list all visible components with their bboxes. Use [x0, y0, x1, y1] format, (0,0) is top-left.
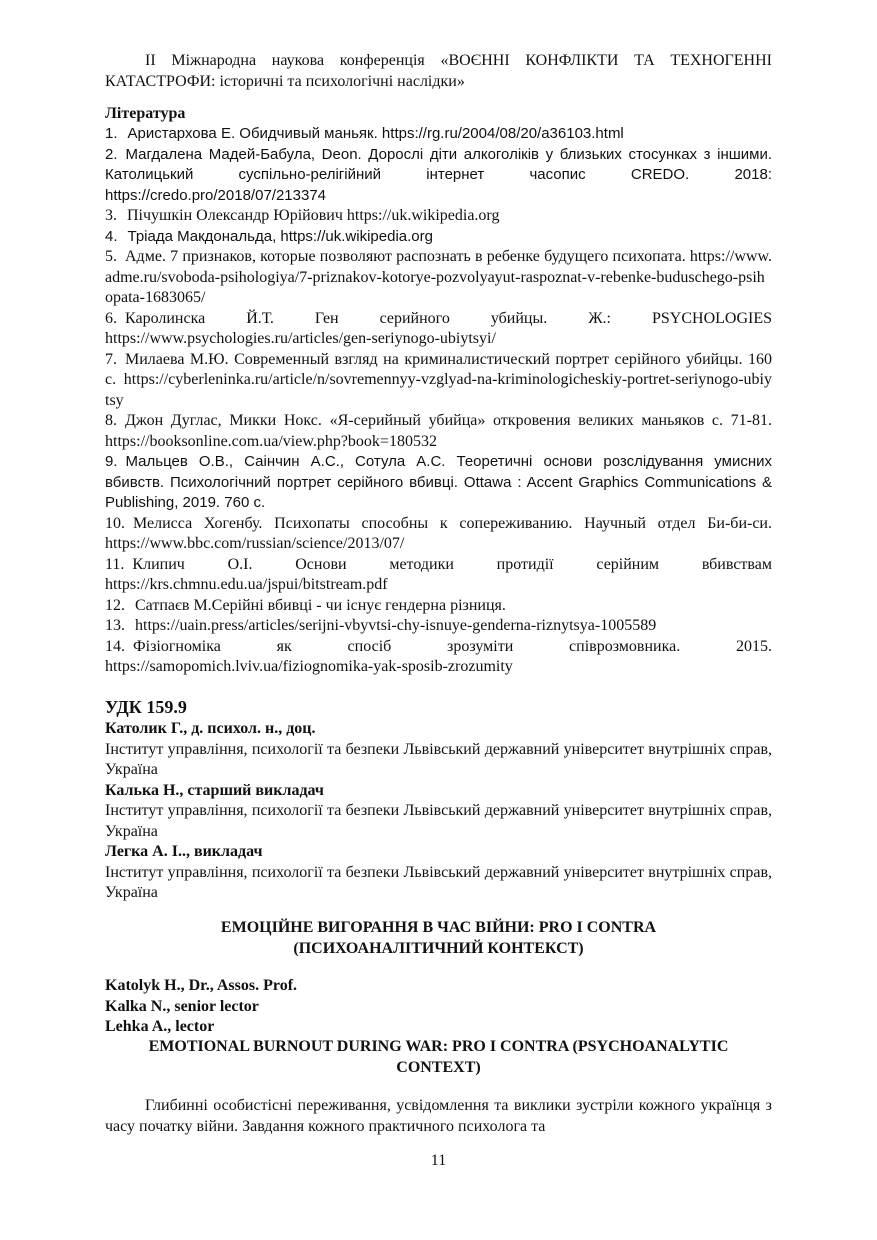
- reference-number: 8.: [105, 412, 117, 429]
- reference-text: Джон Дуглас, Микки Нокс. «Я-серийный убийца» откровения великих маньяков с. 71-81. https://booksonline.com.ua/view.php?book=180532: [105, 412, 772, 450]
- reference-item: [105, 514, 772, 555]
- reference-number: 13.: [105, 617, 125, 634]
- reference-item: [105, 452, 772, 514]
- reference-item: [105, 637, 772, 678]
- conference-header: ІІ Міжнародна наукова конференція «ВОЄННІ КОНФЛІКТИ ТА ТЕХНОГЕННІ КАТАСТРОФИ: історичні та психологічні наслідки»: [105, 52, 772, 90]
- reference-number: 1.: [105, 125, 118, 142]
- reference-number: 2.: [105, 145, 118, 163]
- reference-text: Пічушкін Олександр Юрійович https://uk.wikipedia.org: [127, 207, 500, 224]
- body-paragraph: Глибинні особистісні переживання, усвідомлення та виклики зустріли кожного українця з часу початку війни. Завдання кожного практичного психолога та: [105, 1097, 772, 1135]
- reference-number: 11.: [105, 555, 125, 573]
- author-name-en: Katolyk H., Dr., Assos. Prof.: [105, 977, 298, 994]
- reference-text: Милаева М.Ю. Современный взгляд на криминалистический портрет серійного убийцы. 160 с. https://cyberleninka.ru/article/n/sovremennyy-vzglyad-na-kriminologicheskiy-portret-seriynogo-ubiytsy: [105, 350, 772, 409]
- reference-item: [105, 616, 772, 637]
- reference-item: [105, 309, 772, 350]
- reference-number: 6.: [105, 309, 117, 327]
- author-name: Легка А. І.., викладач: [105, 843, 263, 860]
- reference-text: Сатпаєв М.Серійні вбивці - чи існує гендерна різниця.: [135, 596, 506, 614]
- reference-number: 14.: [105, 637, 125, 655]
- reference-text: Клипич О.І. Основи методики протидії серійним вбивствам https://krs.chmnu.edu.ua/jspui/bitstream.pdf: [105, 555, 772, 593]
- reference-item: [105, 124, 772, 145]
- udk-code: УДК 159.9: [105, 697, 187, 717]
- reference-item: [105, 206, 772, 227]
- reference-item: [105, 227, 772, 248]
- author-block-en: [105, 976, 772, 1038]
- reference-number: 10.: [105, 514, 125, 532]
- reference-text: Адме. 7 признаков, которые позволяют распознать в ребенке будущего психопата. https://www.adme.ru/svoboda-psihologiya/7-priznakov-kotorye-pozvolyayut-raspoznat-v-rebenke-buduschego-psihopata-1683065/: [105, 248, 772, 306]
- article-title-en-line: EMOTIONAL BURNOUT DURING WAR: PRO I CONTRA (PSYCHOANALYTIC: [148, 1038, 729, 1055]
- article-title-en-line: CONTEXT): [396, 1058, 481, 1076]
- reference-item: [105, 247, 772, 309]
- reference-item: [105, 411, 772, 452]
- reference-item: [105, 596, 772, 617]
- article-title-ua-line: (ПСИХОАНАЛІТИЧНИЙ КОНТЕКСТ): [293, 939, 584, 957]
- reference-number: 12.: [105, 596, 125, 614]
- reference-text: Аристархова Е. Обидчивый маньяк. https://rg.ru/2004/08/20/a36103.html: [127, 125, 624, 142]
- reference-number: 9.: [105, 453, 118, 470]
- article-title-ua-line: ЕМОЦІЙНЕ ВИГОРАННЯ В ЧАС ВІЙНИ: PRO I CONTRA: [220, 919, 657, 936]
- reference-text: Фізіогноміка як спосіб зрозуміти співрозмовника. 2015. https://samopomich.lviv.ua/fiziognomika-yak-sposib-zrozumity: [105, 637, 772, 675]
- page-number: 11: [430, 1152, 447, 1169]
- reference-text: Каролинска Й.Т. Ген серийного убийцы. Ж.: PSYCHOLOGIES https://www.psychologies.ru/articles/gen-seriynogo-ubiytsyi/: [105, 309, 772, 347]
- reference-item: [105, 555, 772, 596]
- reference-text: Тріада Макдональда, https://uk.wikipedia.org: [127, 227, 433, 245]
- literature-heading: Література: [105, 105, 186, 122]
- author-name: Католик Г., д. психол. н., доц.: [105, 720, 316, 737]
- reference-text: https://uain.press/articles/serijni-vbyvtsi-chy-isnuye-genderna-riznytsya-1005589: [135, 617, 657, 634]
- reference-number: 4.: [105, 227, 118, 245]
- author-name: Калька Н., старший викладач: [105, 781, 324, 799]
- author-block: [105, 719, 772, 904]
- reference-text: Мальцев О.В., Саінчин А.С., Сотула А.С. Теоретичні основи розслідування умисних вбивств. Психологічний портрет серійного вбивці. Ottawa : Accent Graphics Communications & Publishing, 2019. 760 с.: [105, 453, 772, 511]
- author-affiliation: Інститут управління, психології та безпеки Львівський державний університет внутрішніх справ, Україна: [105, 740, 772, 778]
- reference-text: Мелисса Хогенбу. Психопаты способны к сопереживанию. Научный отдел Би-би-си. https://www.bbc.com/russian/science/2013/07/: [105, 514, 772, 552]
- reference-number: 3.: [105, 207, 117, 224]
- author-name-en: Lehka A., lector: [105, 1018, 215, 1035]
- author-affiliation: Інститут управління, психології та безпеки Львівський державний університет внутрішніх справ, Україна: [105, 802, 772, 840]
- article-title-ua: [105, 918, 772, 959]
- reference-item: [105, 350, 772, 412]
- reference-number: 5.: [105, 248, 117, 265]
- article-title-en: [105, 1037, 772, 1078]
- reference-list: [105, 124, 772, 678]
- reference-text: Магдалена Мадей-Бабула, Deon. Дорослі діти алкоголіків у близьких стосунках з іншими. Католицький суспільно-релігійний інтернет часопис CREDO. 2018: https://credo.pro/2018/07/213374: [105, 145, 772, 204]
- author-affiliation: Інститут управління, психології та безпеки Львівський державний університет внутрішніх справ, Україна: [105, 863, 772, 901]
- author-name-en: Kalka N., senior lector: [105, 997, 259, 1015]
- reference-number: 7.: [105, 350, 117, 368]
- reference-item: [105, 145, 772, 207]
